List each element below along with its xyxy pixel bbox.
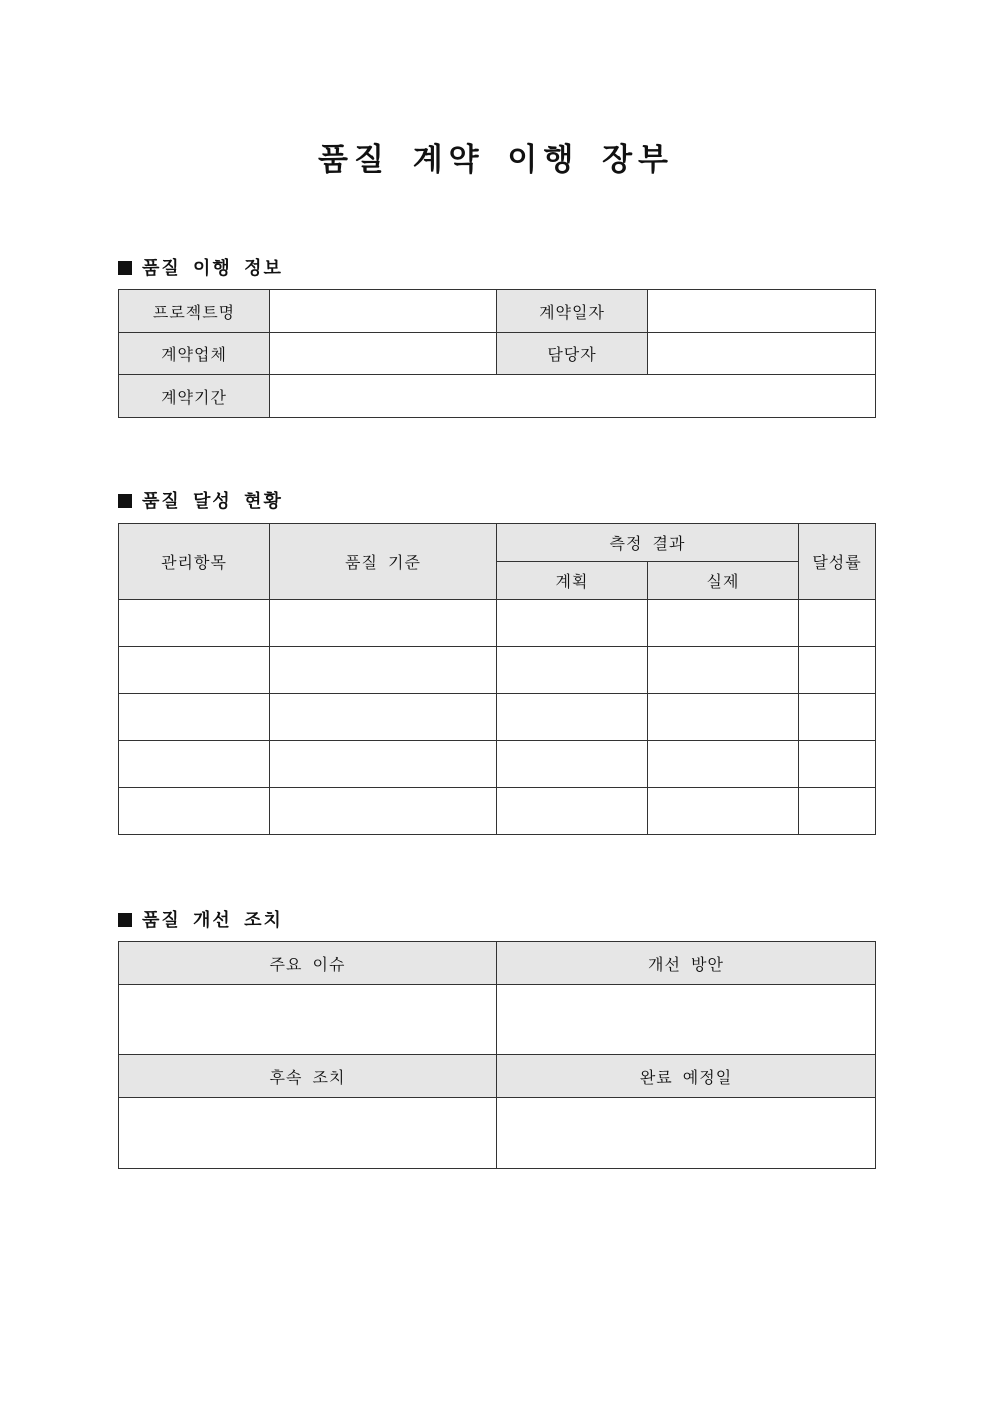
cell-plan[interactable] <box>497 694 648 741</box>
info-table <box>118 289 876 418</box>
table-row <box>119 647 876 694</box>
header-item: 관리항목 <box>119 524 270 600</box>
square-bullet-icon <box>118 261 132 275</box>
cell-standard[interactable] <box>270 741 497 788</box>
achievement-table <box>118 523 876 835</box>
field-followup[interactable] <box>119 1098 497 1169</box>
cell-item[interactable] <box>119 741 270 788</box>
table-row <box>119 600 876 647</box>
cell-plan[interactable] <box>497 647 648 694</box>
table-row <box>119 694 876 741</box>
field-manager[interactable] <box>648 333 876 375</box>
cell-rate[interactable] <box>799 600 876 647</box>
cell-standard[interactable] <box>270 600 497 647</box>
section-heading-info <box>118 254 283 280</box>
section-heading-achievement-text: 품질 달성 현황 <box>142 491 283 512</box>
cell-standard[interactable] <box>270 694 497 741</box>
cell-actual[interactable] <box>648 694 799 741</box>
field-issue[interactable] <box>119 985 497 1055</box>
table-row <box>119 741 876 788</box>
cell-plan[interactable] <box>497 741 648 788</box>
cell-item[interactable] <box>119 647 270 694</box>
cell-actual[interactable] <box>648 741 799 788</box>
section-heading-info-text: 품질 이행 정보 <box>142 258 283 279</box>
header-standard: 품질 기준 <box>270 524 497 600</box>
improvement-table <box>118 941 876 1169</box>
section-heading-achievement <box>118 487 283 513</box>
label-project-name: 프로젝트명 <box>119 290 270 333</box>
cell-actual[interactable] <box>648 647 799 694</box>
table-row <box>119 788 876 835</box>
label-contract-date: 계약일자 <box>497 290 648 333</box>
field-contractor[interactable] <box>270 333 497 375</box>
header-issue: 주요 이슈 <box>119 942 497 985</box>
cell-rate[interactable] <box>799 694 876 741</box>
header-result: 측정 결과 <box>497 524 799 562</box>
header-actual: 실제 <box>648 562 799 600</box>
square-bullet-icon <box>118 494 132 508</box>
square-bullet-icon <box>118 913 132 927</box>
header-plan: 계획 <box>497 562 648 600</box>
document-title: 품질 계약 이행 장부 <box>318 142 674 178</box>
label-manager: 담당자 <box>497 333 648 375</box>
cell-actual[interactable] <box>648 600 799 647</box>
section-heading-improvement <box>118 906 283 932</box>
cell-item[interactable] <box>119 788 270 835</box>
label-contractor: 계약업체 <box>119 333 270 375</box>
cell-item[interactable] <box>119 694 270 741</box>
header-rate: 달성률 <box>799 524 876 600</box>
section-heading-improvement-text: 품질 개선 조치 <box>142 910 283 931</box>
field-improvement-plan[interactable] <box>497 985 876 1055</box>
cell-standard[interactable] <box>270 647 497 694</box>
cell-standard[interactable] <box>270 788 497 835</box>
field-period[interactable] <box>270 375 876 418</box>
field-contract-date[interactable] <box>648 290 876 333</box>
header-followup: 후속 조치 <box>119 1055 497 1098</box>
label-period: 계약기간 <box>119 375 270 418</box>
cell-rate[interactable] <box>799 741 876 788</box>
cell-plan[interactable] <box>497 600 648 647</box>
cell-actual[interactable] <box>648 788 799 835</box>
field-due-date[interactable] <box>497 1098 876 1169</box>
header-due-date: 완료 예정일 <box>497 1055 876 1098</box>
cell-plan[interactable] <box>497 788 648 835</box>
cell-rate[interactable] <box>799 647 876 694</box>
field-project-name[interactable] <box>270 290 497 333</box>
cell-rate[interactable] <box>799 788 876 835</box>
header-improvement-plan: 개선 방안 <box>497 942 876 985</box>
cell-item[interactable] <box>119 600 270 647</box>
